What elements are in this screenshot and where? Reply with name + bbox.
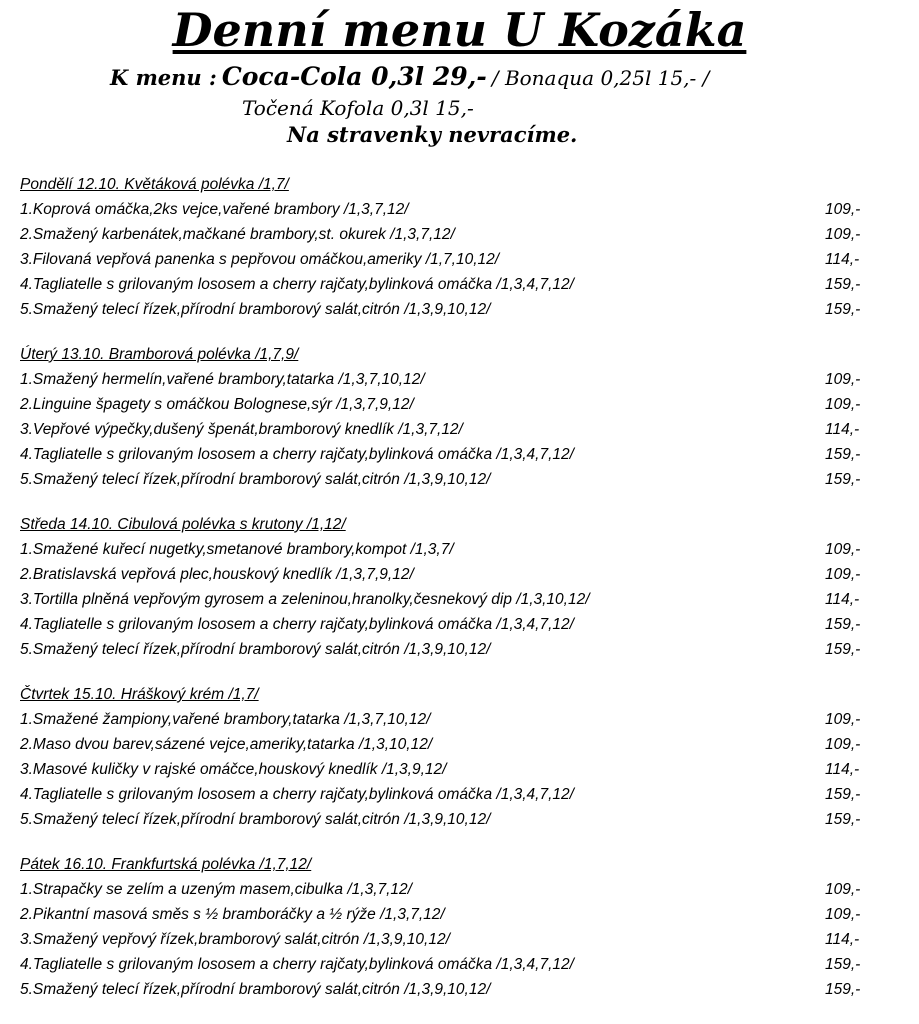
day-heading: Středa 14.10. Cibulová polévka s krutony /1,12/ (20, 516, 346, 533)
day-section-friday (20, 852, 900, 1002)
drink-kofola: Točená Kofola 0,3l 15,- (242, 96, 474, 120)
menu-item (20, 612, 900, 637)
day-section-wednesday (20, 512, 900, 662)
menu-item-name: 4.Tagliatelle s grilovaným lososem a cherry rajčaty,bylinková omáčka /1,3,4,7,12/ (20, 786, 574, 803)
menu-item-name: 3.Smažený vepřový řízek,bramborový salát,citrón /1,3,9,10,12/ (20, 931, 450, 948)
menu-item-name: 2.Maso dvou barev,sázené vejce,ameriky,tatarka /1,3,10,12/ (20, 736, 433, 753)
day-heading: Čtvrtek 15.10. Hráškový krém /1,7/ (20, 686, 259, 703)
menu-item-name: 3.Vepřové výpečky,dušený špenát,bramborový knedlík /1,3,7,12/ (20, 421, 463, 438)
menu-item-price: 159,- (825, 956, 861, 973)
menu-item (20, 297, 900, 322)
menu-item (20, 467, 900, 492)
menu-item-name: 4.Tagliatelle s grilovaným lososem a cherry rajčaty,bylinková omáčka /1,3,4,7,12/ (20, 446, 574, 463)
menu-item (20, 927, 900, 952)
menu-item (20, 977, 900, 1002)
menu-item (20, 247, 900, 272)
menu-item-price: 159,- (825, 471, 861, 488)
drinks-line (110, 60, 709, 97)
menu-item-price: 109,- (825, 906, 861, 923)
menu-item-name: 1.Koprová omáčka,2ks vejce,vařené brambory /1,3,7,12/ (20, 201, 409, 218)
menu-item-price: 159,- (825, 786, 861, 803)
menu-item (20, 392, 900, 417)
drinks-label: K menu : (110, 65, 217, 90)
menu-item-name: 5.Smažený telecí řízek,přírodní bramborový salát,citrón /1,3,9,10,12/ (20, 811, 491, 828)
menu-item (20, 367, 900, 392)
menu-item (20, 757, 900, 782)
menu-item-price: 109,- (825, 226, 861, 243)
menu-item-name: 1.Smažené kuřecí nugetky,smetanové brambory,kompot /1,3,7/ (20, 541, 454, 558)
menu-item-price: 159,- (825, 276, 861, 293)
menu-item (20, 902, 900, 927)
menu-item-name: 4.Tagliatelle s grilovaným lososem a cherry rajčaty,bylinková omáčka /1,3,4,7,12/ (20, 956, 574, 973)
menu-item-price: 109,- (825, 736, 861, 753)
menu-item (20, 952, 900, 977)
menu-item-price: 114,- (825, 251, 860, 268)
day-heading: Pondělí 12.10. Květáková polévka /1,7/ (20, 176, 289, 193)
day-heading: Pátek 16.10. Frankfurtská polévka /1,7,12/ (20, 856, 312, 873)
drink-coca-cola: Coca-Cola 0,3l 29,- (221, 62, 487, 91)
menu-item-name: 3.Tortilla plněná vepřovým gyrosem a zeleninou,hranolky,česnekový dip /1,3,10,12/ (20, 591, 590, 608)
menu-item-name: 3.Filovaná vepřová panenka s pepřovou omáčkou,ameriky /1,7,10,12/ (20, 251, 500, 268)
menu-item (20, 732, 900, 757)
day-section-thursday (20, 682, 900, 832)
menu-item-name: 2.Pikantní masová směs s ½ bramboráčky a ½ rýže /1,3,7,12/ (20, 906, 445, 923)
menu-item-price: 109,- (825, 371, 861, 388)
menu-item (20, 637, 900, 662)
menu-item (20, 707, 900, 732)
menu-item-price: 114,- (825, 761, 860, 778)
menu-item-price: 159,- (825, 446, 861, 463)
menu-item (20, 442, 900, 467)
menu-item (20, 197, 900, 222)
day-section-monday (20, 172, 900, 322)
menu-item-price: 114,- (825, 421, 860, 438)
menu-item-name: 2.Smažený karbenátek,mačkané brambory,st. okurek /1,3,7,12/ (20, 226, 455, 243)
menu-item-name: 5.Smažený telecí řízek,přírodní bramborový salát,citrón /1,3,9,10,12/ (20, 301, 491, 318)
menu-item-name: 5.Smažený telecí řízek,přírodní bramborový salát,citrón /1,3,9,10,12/ (20, 981, 491, 998)
menu-item (20, 222, 900, 247)
menu-item-price: 159,- (825, 301, 861, 318)
menu-item-price: 109,- (825, 881, 861, 898)
menu-item-name: 2.Bratislavská vepřová plec,houskový knedlík /1,3,7,9,12/ (20, 566, 414, 583)
menu-item-name: 2.Linguine špagety s omáčkou Bolognese,sýr /1,3,7,9,12/ (20, 396, 414, 413)
menu-item-price: 159,- (825, 641, 861, 658)
menu-item-price: 109,- (825, 541, 861, 558)
menu-item-name: 1.Smažené žampiony,vařené brambory,tatarka /1,3,7,10,12/ (20, 711, 431, 728)
menu-item (20, 272, 900, 297)
menu-item-price: 159,- (825, 616, 861, 633)
menu-item (20, 417, 900, 442)
menu-item (20, 537, 900, 562)
menu-item-name: 3.Masové kuličky v rajské omáčce,houskový knedlík /1,3,9,12/ (20, 761, 447, 778)
menu-title: Denní menu U Kozáka (172, 3, 747, 57)
menu-item-name: 5.Smažený telecí řízek,přírodní bramborový salát,citrón /1,3,9,10,12/ (20, 641, 491, 658)
voucher-note: Na stravenky nevracíme. (287, 122, 578, 147)
menu-item-price: 114,- (825, 591, 860, 608)
menu-item-price: 109,- (825, 711, 861, 728)
menu-item-name: 4.Tagliatelle s grilovaným lososem a cherry rajčaty,bylinková omáčka /1,3,4,7,12/ (20, 276, 574, 293)
menu-item-name: 5.Smažený telecí řízek,přírodní bramborový salát,citrón /1,3,9,10,12/ (20, 471, 491, 488)
menu-item-price: 159,- (825, 981, 861, 998)
menu-item-name: 4.Tagliatelle s grilovaným lososem a cherry rajčaty,bylinková omáčka /1,3,4,7,12/ (20, 616, 574, 633)
day-heading: Úterý 13.10. Bramborová polévka /1,7,9/ (20, 346, 299, 363)
menu-item-price: 109,- (825, 396, 861, 413)
menu-item (20, 587, 900, 612)
menu-item-price: 109,- (825, 201, 861, 218)
menu-item-price: 114,- (825, 931, 860, 948)
menu-item-price: 109,- (825, 566, 861, 583)
menu-item (20, 807, 900, 832)
menu-item (20, 877, 900, 902)
day-section-tuesday (20, 342, 900, 492)
menu-item (20, 562, 900, 587)
menu-item (20, 782, 900, 807)
menu-item-name: 1.Smažený hermelín,vařené brambory,tatarka /1,3,7,10,12/ (20, 371, 425, 388)
drink-bonaqua: / Bonaqua 0,25l 15,- / (491, 66, 710, 90)
menu-item-price: 159,- (825, 811, 861, 828)
menu-item-name: 1.Strapačky se zelím a uzeným masem,cibulka /1,3,7,12/ (20, 881, 412, 898)
